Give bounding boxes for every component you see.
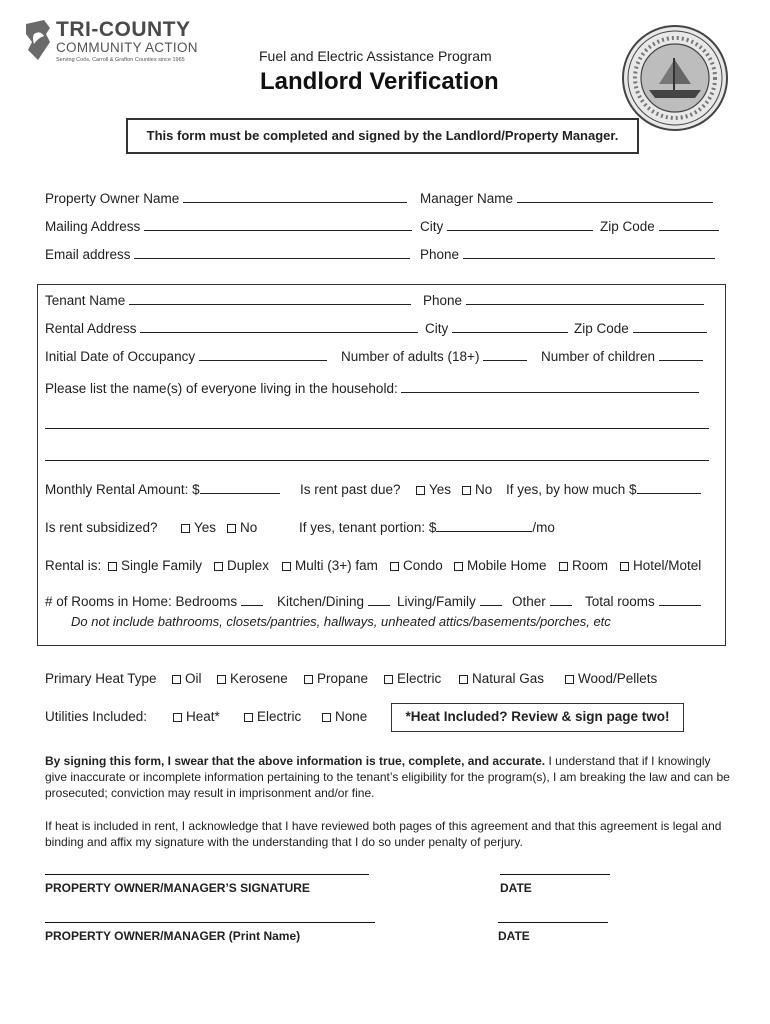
past-due-no-checkbox[interactable] xyxy=(462,486,471,495)
logo-line-3: Serving Coös, Carroll & Grafton Counties since 1965 xyxy=(56,57,185,63)
rental-zip-label: Zip Code xyxy=(574,321,707,336)
utility-heat[interactable]: Heat* xyxy=(173,709,220,724)
initial-date-label: Initial Date of Occupancy xyxy=(45,349,327,364)
household-names-line-2[interactable] xyxy=(45,428,709,429)
heat-oil-checkbox[interactable] xyxy=(172,675,181,684)
rental-room[interactable]: Room xyxy=(559,558,608,573)
num-children-field[interactable] xyxy=(659,349,703,361)
past-due-amount-label: If yes, by how much $ xyxy=(506,482,701,497)
organization-logo xyxy=(24,18,204,68)
rental-duplex-checkbox[interactable] xyxy=(214,562,223,571)
monthly-rent-field[interactable] xyxy=(200,482,280,494)
subsidized-yes-checkbox[interactable] xyxy=(181,524,190,533)
rental-mobile-home[interactable]: Mobile Home xyxy=(454,558,547,573)
owner-phone-label: Phone xyxy=(420,247,715,262)
subsidized-no[interactable]: No xyxy=(227,520,257,535)
print-name-label: PROPERTY OWNER/MANAGER (Print Name) xyxy=(45,929,301,943)
living-label: Living/Family xyxy=(397,594,502,609)
heat-electric[interactable]: Electric xyxy=(384,671,441,686)
rental-duplex[interactable]: Duplex xyxy=(214,558,269,573)
num-children-label: Number of children xyxy=(541,349,703,364)
signature-line[interactable] xyxy=(45,874,369,875)
initial-date-field[interactable] xyxy=(199,349,327,361)
heat-wood-pellets-checkbox[interactable] xyxy=(565,675,574,684)
rental-single-family-checkbox[interactable] xyxy=(108,562,117,571)
state-seal-icon xyxy=(621,24,729,132)
past-due-amount-field[interactable] xyxy=(637,482,701,494)
manager-name-field[interactable] xyxy=(517,191,713,203)
utility-electric-checkbox[interactable] xyxy=(244,713,253,722)
rental-condo[interactable]: Condo xyxy=(390,558,443,573)
tenant-name-field[interactable] xyxy=(129,293,411,305)
rental-hotel-motel-checkbox[interactable] xyxy=(620,562,629,571)
heat-acknowledgement: If heat is included in rent, I acknowledge that I have reviewed both pages of this agreement and that this agreement is legal and binding and affix my signature with the understanding that I do so under penalty of perjury. xyxy=(45,819,722,849)
heat-included-notice: *Heat Included? Review & sign page two! xyxy=(391,703,684,732)
bedrooms-field[interactable] xyxy=(241,594,263,606)
tenant-phone-field[interactable] xyxy=(466,293,704,305)
rental-address-label: Rental Address xyxy=(45,321,418,336)
rental-city-field[interactable] xyxy=(452,321,568,333)
primary-heat-label: Primary Heat Type xyxy=(45,671,157,686)
past-due-no[interactable]: No xyxy=(462,482,492,497)
past-due-yes[interactable]: Yes xyxy=(416,482,451,497)
rental-city-label: City xyxy=(425,321,568,336)
utility-none-checkbox[interactable] xyxy=(322,713,331,722)
kitchen-field[interactable] xyxy=(368,594,390,606)
heat-wood-pellets[interactable]: Wood/Pellets xyxy=(565,671,657,686)
bedrooms-label: # of Rooms in Home: Bedrooms xyxy=(45,594,263,609)
rental-zip-field[interactable] xyxy=(633,321,707,333)
tenant-section xyxy=(37,284,726,646)
other-rooms-field[interactable] xyxy=(550,594,572,606)
print-date-line[interactable] xyxy=(498,922,608,923)
heat-kerosene[interactable]: Kerosene xyxy=(217,671,288,686)
kitchen-label: Kitchen/Dining xyxy=(277,594,390,609)
subsidized-no-checkbox[interactable] xyxy=(227,524,236,533)
heat-natural-gas[interactable]: Natural Gas xyxy=(459,671,544,686)
household-names-label: Please list the name(s) of everyone living in the household: xyxy=(45,381,699,396)
print-name-line[interactable] xyxy=(45,922,375,923)
manager-name-label: Manager Name xyxy=(420,191,713,206)
num-adults-label: Number of adults (18+) xyxy=(341,349,527,364)
rental-address-field[interactable] xyxy=(140,321,418,333)
mailing-address-field[interactable] xyxy=(144,219,412,231)
rental-mobile-home-checkbox[interactable] xyxy=(454,562,463,571)
signature-date-line[interactable] xyxy=(500,874,610,875)
utilities-included-label: Utilities Included: xyxy=(45,709,148,724)
tenant-portion-field[interactable] xyxy=(436,520,532,532)
rent-subsidized-label: Is rent subsidized? xyxy=(45,520,158,535)
rental-type-label: Rental is: xyxy=(45,558,102,573)
heat-electric-checkbox[interactable] xyxy=(384,675,393,684)
rooms-note: Do not include bathrooms, closets/pantries, hallways, unheated attics/basements/porches, etc xyxy=(71,614,611,629)
total-rooms-field[interactable] xyxy=(659,594,701,606)
num-adults-field[interactable] xyxy=(483,349,527,361)
household-names-line-3[interactable] xyxy=(45,460,709,461)
legal-statement: By signing this form, I swear that the above information is true, complete, and accurate. I understand that if I knowingly give inaccurate or incomplete information pertaining to the tenant’s eligibility for the program(s), I am breaking the law and can be prosecuted; conviction may result in imprisonment and/or fine. xyxy=(45,754,730,800)
rental-hotel-motel[interactable]: Hotel/Motel xyxy=(620,558,701,573)
owner-zip-field[interactable] xyxy=(659,219,719,231)
utility-none[interactable]: None xyxy=(322,709,367,724)
print-date-label: DATE xyxy=(498,929,530,943)
email-address-label: Email address xyxy=(45,247,410,262)
rental-condo-checkbox[interactable] xyxy=(390,562,399,571)
signature-date-label: DATE xyxy=(500,881,532,895)
logo-mark-icon xyxy=(24,20,52,60)
owner-zip-label: Zip Code xyxy=(600,219,719,234)
household-names-field[interactable] xyxy=(401,381,699,393)
utility-electric[interactable]: Electric xyxy=(244,709,301,724)
mailing-address-label: Mailing Address xyxy=(45,219,412,234)
heat-natural-gas-checkbox[interactable] xyxy=(459,675,468,684)
logo-line-1: TRI-COUNTY xyxy=(56,18,191,41)
subsidized-yes[interactable]: Yes xyxy=(181,520,216,535)
tenant-portion-label: If yes, tenant portion: $ /mo xyxy=(299,520,555,535)
logo-line-2: COMMUNITY ACTION xyxy=(56,40,198,55)
property-owner-name-field[interactable] xyxy=(183,191,407,203)
utility-heat-checkbox[interactable] xyxy=(173,713,182,722)
rental-multi-family-checkbox[interactable] xyxy=(282,562,291,571)
tenant-phone-label: Phone xyxy=(423,293,704,308)
form-notice: This form must be completed and signed by the Landlord/Property Manager. xyxy=(126,118,639,154)
heat-propane[interactable]: Propane xyxy=(304,671,368,686)
monthly-rent-label: Monthly Rental Amount: $ xyxy=(45,482,280,497)
rental-room-checkbox[interactable] xyxy=(559,562,568,571)
property-owner-name-label: Property Owner Name xyxy=(45,191,407,206)
program-name: Fuel and Electric Assistance Program xyxy=(259,48,492,64)
tenant-name-label: Tenant Name xyxy=(45,293,411,308)
rental-multi-family[interactable]: Multi (3+) fam xyxy=(282,558,378,573)
heat-propane-checkbox[interactable] xyxy=(304,675,313,684)
page-title: Landlord Verification xyxy=(260,68,499,95)
living-field[interactable] xyxy=(480,594,502,606)
signature-label: PROPERTY OWNER/MANAGER’S SIGNATURE xyxy=(45,881,310,895)
total-rooms-label: Total rooms xyxy=(585,594,701,609)
owner-city-field[interactable] xyxy=(447,219,593,231)
past-due-yes-checkbox[interactable] xyxy=(416,486,425,495)
rent-past-due-label: Is rent past due? xyxy=(300,482,401,497)
owner-city-label: City xyxy=(420,219,593,234)
email-address-field[interactable] xyxy=(134,247,410,259)
other-rooms-label: Other xyxy=(512,594,572,609)
rental-single-family[interactable]: Single Family xyxy=(108,558,202,573)
heat-oil[interactable]: Oil xyxy=(172,671,202,686)
owner-phone-field[interactable] xyxy=(463,247,715,259)
heat-kerosene-checkbox[interactable] xyxy=(217,675,226,684)
